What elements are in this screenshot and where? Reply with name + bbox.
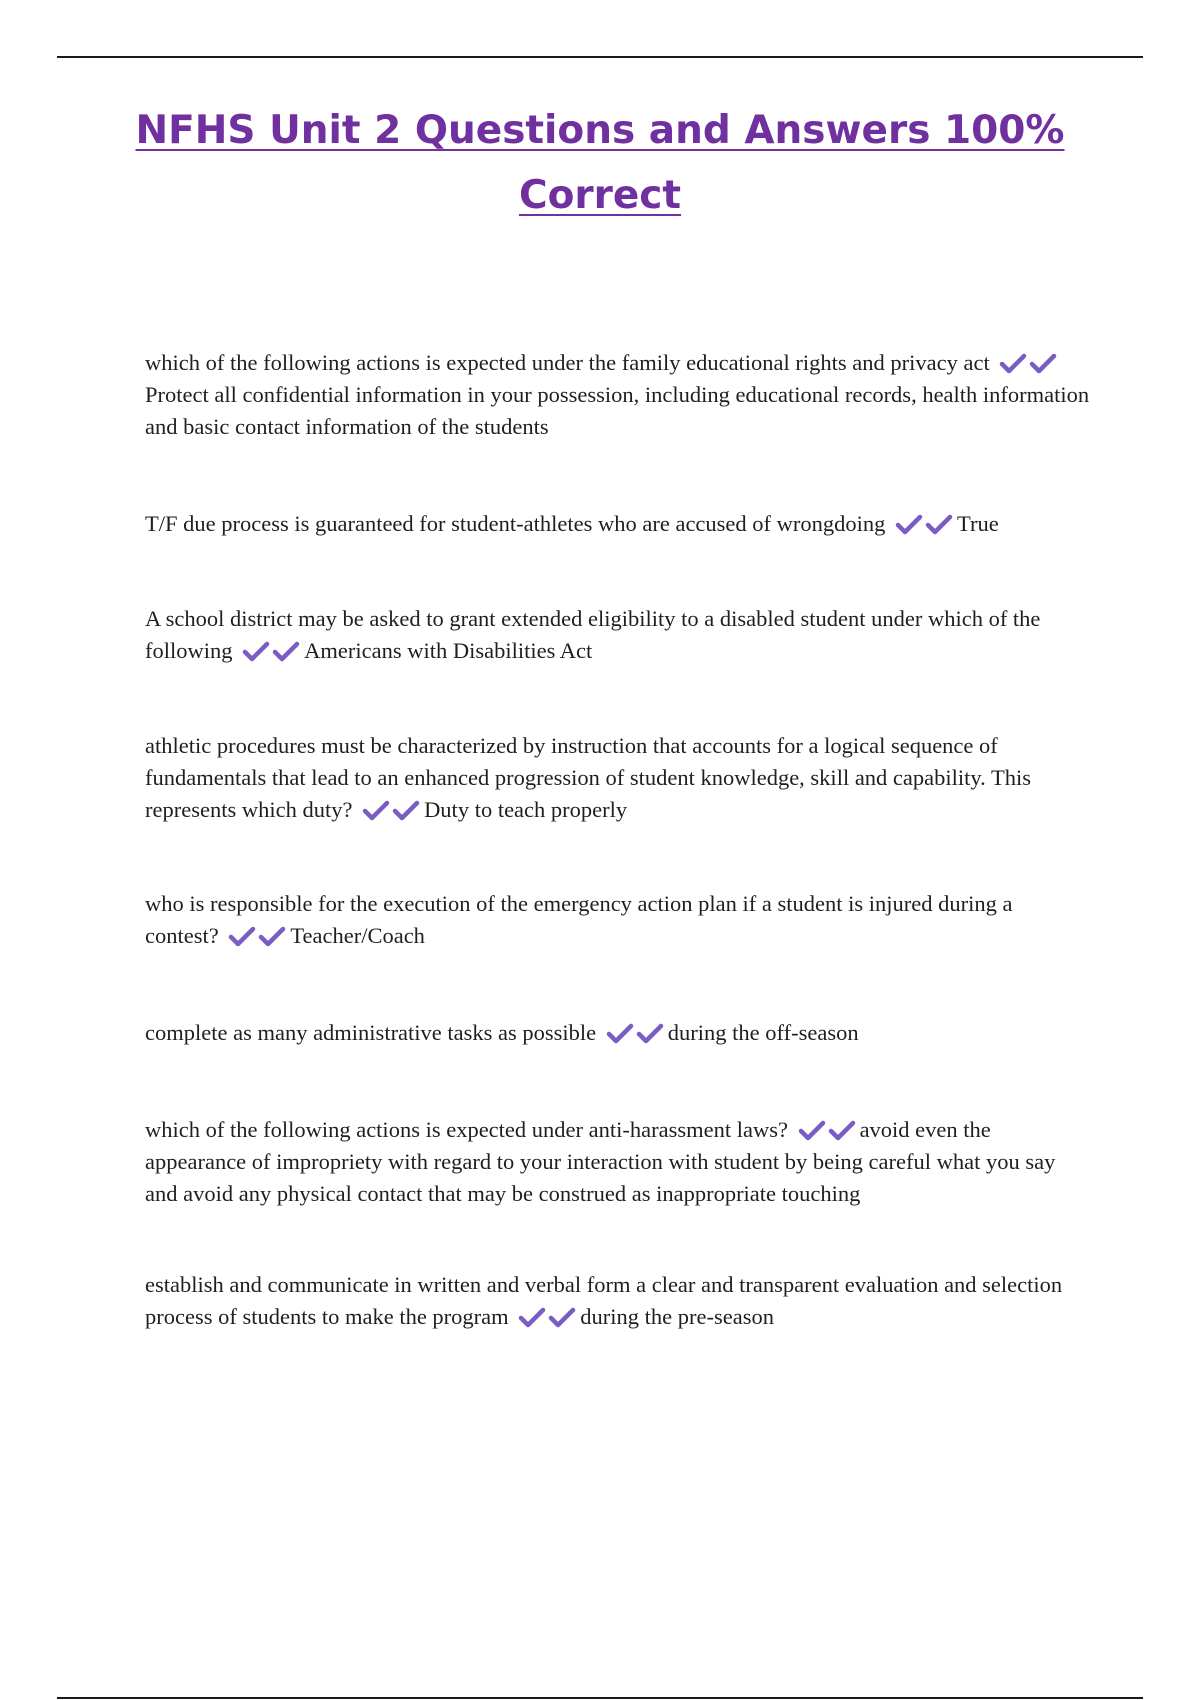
top-divider: [57, 56, 1143, 58]
answer-text: during the pre-season: [580, 1304, 774, 1329]
bottom-divider: [57, 1697, 1143, 1699]
double-checkmark-icon: [999, 351, 1057, 375]
question-text: establish and communicate in written and verbal form a clear and transparent evaluation and selection process of students to make the program: [145, 1272, 1063, 1329]
double-checkmark-icon: [518, 1305, 576, 1329]
qa-item: [145, 730, 1090, 826]
qa-item: [145, 347, 1090, 443]
double-checkmark-icon: [606, 1021, 664, 1045]
qa-item: [145, 1017, 1090, 1049]
double-checkmark-icon: [798, 1118, 856, 1142]
question-text: A school district may be asked to grant extended eligibility to a disabled student under which of the following: [145, 606, 1041, 663]
double-checkmark-icon: [242, 639, 300, 663]
question-text: which of the following actions is expected under the family educational rights and privacy act: [145, 350, 990, 375]
question-text: which of the following actions is expected under anti-harassment laws?: [145, 1117, 788, 1142]
answer-text: Protect all confidential information in your possession, including educational records, health information and basic contact information of the students: [145, 382, 1090, 439]
double-checkmark-icon: [895, 512, 953, 536]
question-text: athletic procedures must be characterized by instruction that accounts for a logical sequence of fundamentals that lead to an enhanced progression of student knowledge, skill and capability. This represents which duty?: [145, 733, 1032, 822]
answer-text: True: [957, 511, 999, 536]
double-checkmark-icon: [228, 924, 286, 948]
answer-text: during the off-season: [667, 1020, 859, 1045]
answer-text: Teacher/Coach: [290, 923, 425, 948]
page-title: [120, 98, 1080, 228]
answer-text: Duty to teach properly: [424, 797, 628, 822]
question-text: who is responsible for the execution of the emergency action plan if a student is injured during a contest?: [145, 891, 1013, 948]
title-line-1: NFHS Unit 2 Questions and Answers 100%: [135, 108, 1065, 154]
question-text: T/F due process is guaranteed for student-athletes who are accused of wrongdoing: [145, 511, 886, 536]
qa-item: [145, 508, 1090, 540]
answer-text: avoid even the appearance of impropriety with regard to your interaction with student by being careful what you say and avoid any physical contact that may be construed as inappropriate touching: [145, 1117, 1056, 1206]
double-checkmark-icon: [362, 798, 420, 822]
qa-item: [145, 888, 1090, 952]
qa-item: [145, 1114, 1090, 1210]
qa-item: [145, 603, 1090, 667]
answer-text: Americans with Disabilities Act: [304, 638, 593, 663]
question-text: complete as many administrative tasks as possible: [145, 1020, 597, 1045]
qa-item: [145, 1269, 1090, 1333]
title-line-2: Correct: [518, 173, 682, 219]
